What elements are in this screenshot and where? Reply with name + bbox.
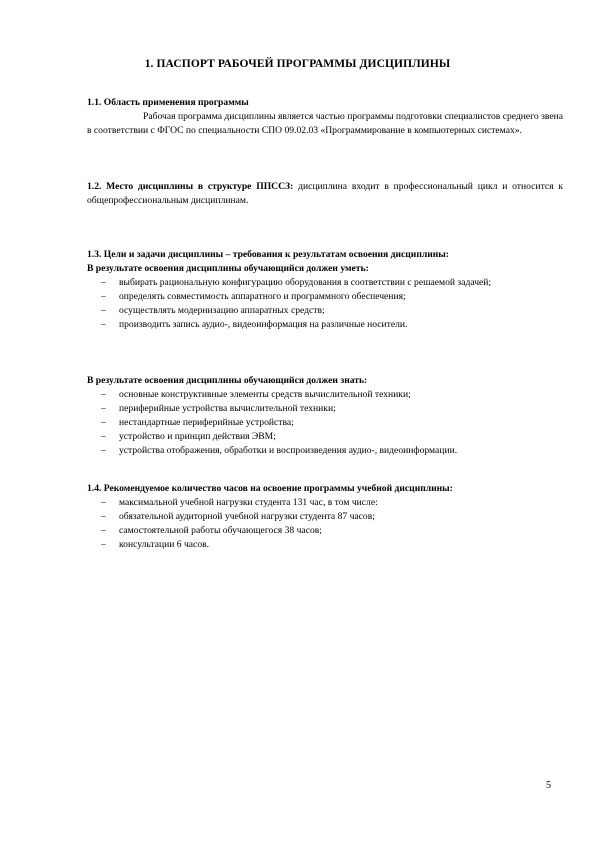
list-item: – определять совместимость аппаратного и программного обеспечения;	[101, 291, 406, 302]
dash-marker: –	[101, 497, 106, 508]
page-title: 1. ПАСПОРТ РАБОЧЕЙ ПРОГРАММЫ ДИСЦИПЛИНЫ	[144, 58, 451, 70]
knowledge-list	[87, 388, 563, 458]
list-item: – периферийные устройства вычислительной техники;	[101, 403, 336, 414]
dash-marker: –	[101, 539, 106, 550]
section-1-4	[87, 482, 563, 552]
dash-marker: –	[101, 417, 106, 428]
list-item: – обязательной аудиторной учебной нагрузки студента 87 часов;	[101, 511, 375, 522]
list-item: – осуществлять модернизацию аппаратных средств;	[101, 305, 325, 316]
skills-heading: В результате освоения дисциплины обучающийся должен уметь:	[87, 263, 369, 274]
list-item: – консультации 6 часов.	[101, 539, 210, 550]
section-1-1-heading: 1.1. Область применения программы	[87, 97, 249, 108]
dash-marker: –	[101, 403, 106, 414]
dash-marker: –	[101, 277, 106, 288]
list-item: – максимальной учебной нагрузки студента 131 час, в том числе:	[101, 497, 378, 508]
list-item: – нестандартные периферийные устройства;	[101, 417, 294, 428]
list-item: – выбирать рациональную конфигурацию оборудования в соответствии с решаемой задачей;	[101, 277, 492, 288]
dash-marker: –	[101, 291, 106, 302]
dash-marker: –	[101, 511, 106, 522]
dash-marker: –	[101, 389, 106, 400]
section-1-1-text: Рабочая программа дисциплины является частью программы подготовки специалистов среднего звена в соответствии с ФГОС по специальности СПО 09.02.03 «Программирование в компьютерных системах».	[87, 111, 563, 136]
section-1-2	[87, 180, 563, 208]
list-item: – устройство и принцип действия ЭВМ;	[101, 431, 276, 442]
list-item: – устройства отображения, обработки и воспроизведения аудио-, видеоинформации.	[101, 445, 458, 456]
knowledge-section	[87, 374, 563, 458]
skills-list	[87, 276, 563, 332]
knowledge-heading: В результате освоения дисциплины обучающийся должен знать:	[87, 375, 368, 386]
dash-marker: –	[101, 431, 106, 442]
dash-marker: –	[101, 305, 106, 316]
list-item: – производить запись аудио-, видеоинформация на различные носители.	[101, 319, 408, 330]
section-1-3-heading: 1.3. Цели и задачи дисциплины – требования к результатам освоения дисциплины:	[87, 249, 449, 260]
list-item: – основные конструктивные элементы средств вычислительной техники;	[101, 389, 411, 400]
hours-list	[87, 496, 563, 552]
dash-marker: –	[101, 445, 106, 456]
section-1-4-heading: 1.4. Рекомендуемое количество часов на освоение программы учебной дисциплины:	[87, 483, 453, 494]
list-item: – самостоятельной работы обучающегося 38 часов;	[101, 525, 322, 536]
dash-marker: –	[101, 525, 106, 536]
section-1-2-heading-text: 1.2. Место дисциплины в структуре ППССЗ:	[87, 181, 294, 192]
section-1-3	[87, 248, 563, 332]
section-1-1	[87, 96, 563, 138]
page-number: 5	[546, 780, 551, 791]
dash-marker: –	[101, 319, 106, 330]
section-1-2-text: дисциплина входит в профессиональный цикл и относится к общепрофессиональным дисциплинам.	[87, 181, 564, 206]
